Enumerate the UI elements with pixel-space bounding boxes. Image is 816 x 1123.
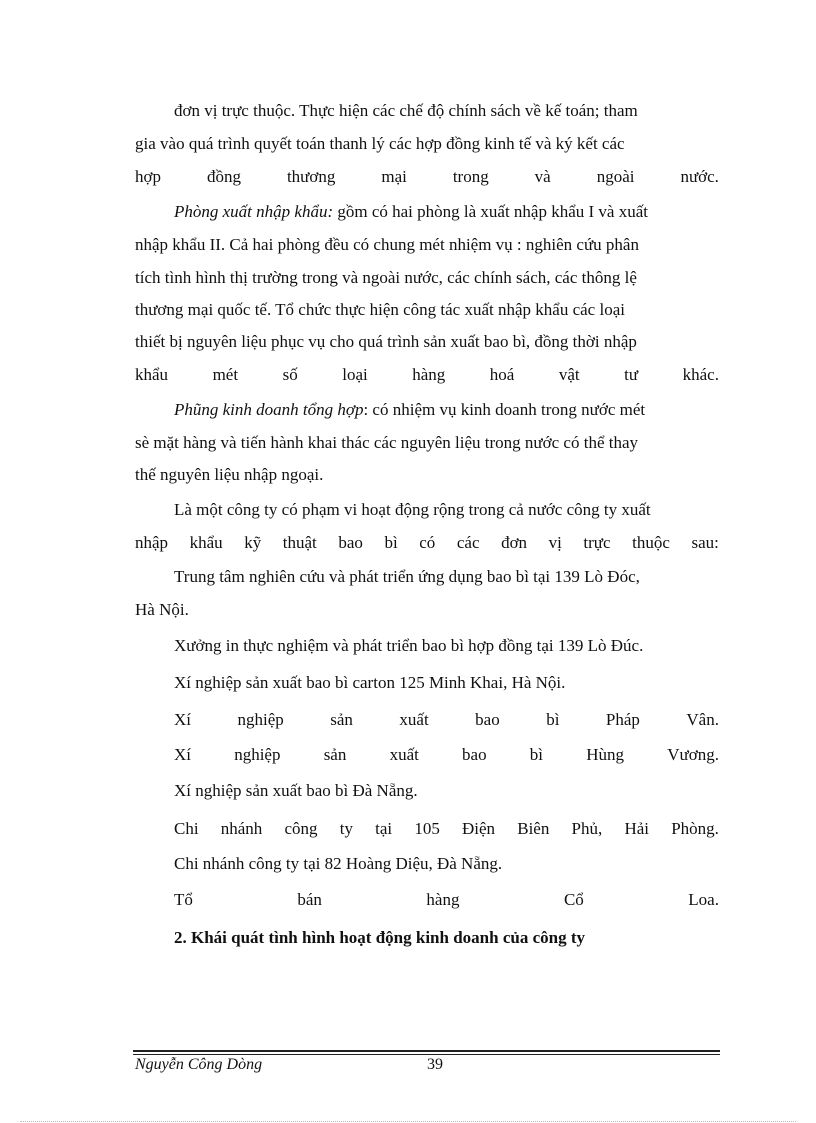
- unit-line: Xưởng in thực nghiệm và phát triển bao bì hợp đồng tại 139 Lò Đúc.: [174, 636, 644, 655]
- word: hợp: [135, 167, 161, 186]
- justified-line: [135, 532, 719, 554]
- paragraph-line: [174, 201, 719, 223]
- word: thương: [286, 167, 336, 186]
- word: đơn: [501, 533, 528, 552]
- section-label-general-business: Phũng kinh doanh tổng hợp: [174, 400, 364, 419]
- word: hàng: [412, 365, 446, 384]
- word: trực: [583, 533, 611, 552]
- footer-rule: [133, 1054, 720, 1055]
- word: ty: [339, 819, 353, 838]
- word: kỹ: [244, 533, 262, 552]
- word: mét: [212, 365, 239, 384]
- word: Vân.: [686, 710, 719, 729]
- word: các: [456, 533, 480, 552]
- unit-line: Xí nghiệp sản xuất bao bì Đà Nẵng.: [174, 781, 418, 800]
- unit-line-justified: [174, 818, 719, 840]
- justified-line: [135, 364, 719, 386]
- word: nghiệp: [234, 745, 281, 764]
- paragraph-text: : có nhiệm vụ kinh doanh trong nước mét: [363, 400, 646, 419]
- word: bì: [546, 710, 560, 729]
- word: nước.: [680, 167, 719, 186]
- word: số: [282, 365, 298, 384]
- word: Tổ: [174, 890, 193, 909]
- page-number: 39: [427, 1056, 443, 1073]
- unit-line: Trung tâm nghiên cứu và phát triển ứng dụng bao bì tại 139 Lò Đóc,: [174, 567, 640, 586]
- justified-line: [135, 166, 719, 188]
- word: và: [534, 167, 551, 186]
- paragraph-line: thương mại quốc tế. Tổ chức thực hiện công tác xuất nhập khẩu các loại: [135, 300, 625, 319]
- word: xuất: [389, 745, 419, 764]
- word: Cổ: [563, 890, 584, 909]
- word: Điện: [462, 819, 496, 838]
- word: khẩu: [189, 533, 223, 552]
- word: thuộc: [632, 533, 670, 552]
- word: Vương.: [667, 745, 719, 764]
- unit-line: Hà Nội.: [135, 600, 189, 619]
- unit-line-justified: [174, 889, 719, 911]
- word: trong: [452, 167, 489, 186]
- word: công: [284, 819, 318, 838]
- footer-rule: [133, 1050, 720, 1052]
- word: xuất: [399, 710, 429, 729]
- word: bì: [384, 533, 398, 552]
- word: thuật: [282, 533, 317, 552]
- word: 105: [414, 819, 440, 838]
- unit-line-justified: [174, 744, 719, 766]
- word: Pháp: [605, 710, 640, 729]
- word: tại: [375, 819, 393, 838]
- word: sản: [330, 710, 353, 729]
- word: nhánh: [220, 819, 263, 838]
- word: tư: [624, 365, 639, 384]
- page-edge-divider: [20, 1121, 796, 1122]
- word: Phủ,: [571, 819, 603, 838]
- word: mại: [381, 167, 407, 186]
- word: ngoài: [596, 167, 635, 186]
- section-heading: 2. Khái quát tình hình hoạt động kinh doanh của công ty: [174, 928, 585, 947]
- word: đồng: [206, 167, 241, 186]
- word: bao: [338, 533, 363, 552]
- word: Phòng.: [671, 819, 719, 838]
- paragraph-text: gồm có hai phòng là xuất nhập khẩu I và xuất: [333, 202, 648, 221]
- paragraph-line: gia vào quá trình quyết toán thanh lý các hợp đồng kinh tế và ký kết các: [135, 134, 625, 153]
- word: sau:: [691, 533, 719, 552]
- paragraph-line: [174, 399, 719, 421]
- footer-author: Nguyễn Công Dòng: [135, 1056, 263, 1073]
- word: bán: [297, 890, 322, 909]
- unit-line: Xí nghiệp sản xuất bao bì carton 125 Minh Khai, Hà Nội.: [174, 673, 566, 692]
- word: loại: [342, 365, 368, 384]
- paragraph-line: thiết bị nguyên liệu phục vụ cho quá trình sản xuất bao bì, đồng thời nhập: [135, 332, 637, 351]
- word: Xí: [174, 745, 191, 764]
- unit-line-justified: [174, 709, 719, 731]
- word: nhập: [135, 533, 169, 552]
- word: bao: [462, 745, 487, 764]
- word: Xí: [174, 710, 191, 729]
- section-label-import-export: Phòng xuất nhập khẩu:: [174, 202, 334, 221]
- word: hàng: [426, 890, 460, 909]
- word: sản: [323, 745, 347, 764]
- word: bao: [475, 710, 500, 729]
- word: khác.: [682, 365, 719, 384]
- word: Loa.: [688, 890, 719, 909]
- word: có: [419, 533, 436, 552]
- paragraph-line: tích tình hình thị trường trong và ngoài nước, các chính sách, các thông lệ: [135, 268, 637, 287]
- paragraph-line: sè mặt hàng và tiến hành khai thác các nguyên liệu trong nước có thể thay: [135, 433, 639, 452]
- word: Biên: [517, 819, 550, 838]
- paragraph-line: Là một công ty có phạm vi hoạt động rộng trong cả nước công ty xuất: [174, 500, 651, 519]
- word: bì: [529, 745, 544, 764]
- unit-line: Chi nhánh công ty tại 82 Hoàng Diệu, Đà Nẵng.: [174, 854, 503, 873]
- word: vật: [558, 365, 580, 384]
- paragraph-line: thế nguyên liệu nhập ngoại.: [135, 465, 324, 484]
- word: Chi: [174, 819, 199, 838]
- word: khẩu: [135, 365, 169, 384]
- word: vị: [548, 533, 562, 552]
- word: hoá: [489, 365, 515, 384]
- word: Hùng: [586, 745, 625, 764]
- word: nghiệp: [237, 710, 284, 729]
- paragraph-line: nhập khẩu II. Cả hai phòng đều có chung mét nhiệm vụ : nghiên cứu phân: [135, 235, 639, 254]
- word: Hải: [624, 819, 649, 838]
- paragraph-line: đơn vị trực thuộc. Thực hiện các chế độ chính sách về kế toán; tham: [174, 101, 638, 120]
